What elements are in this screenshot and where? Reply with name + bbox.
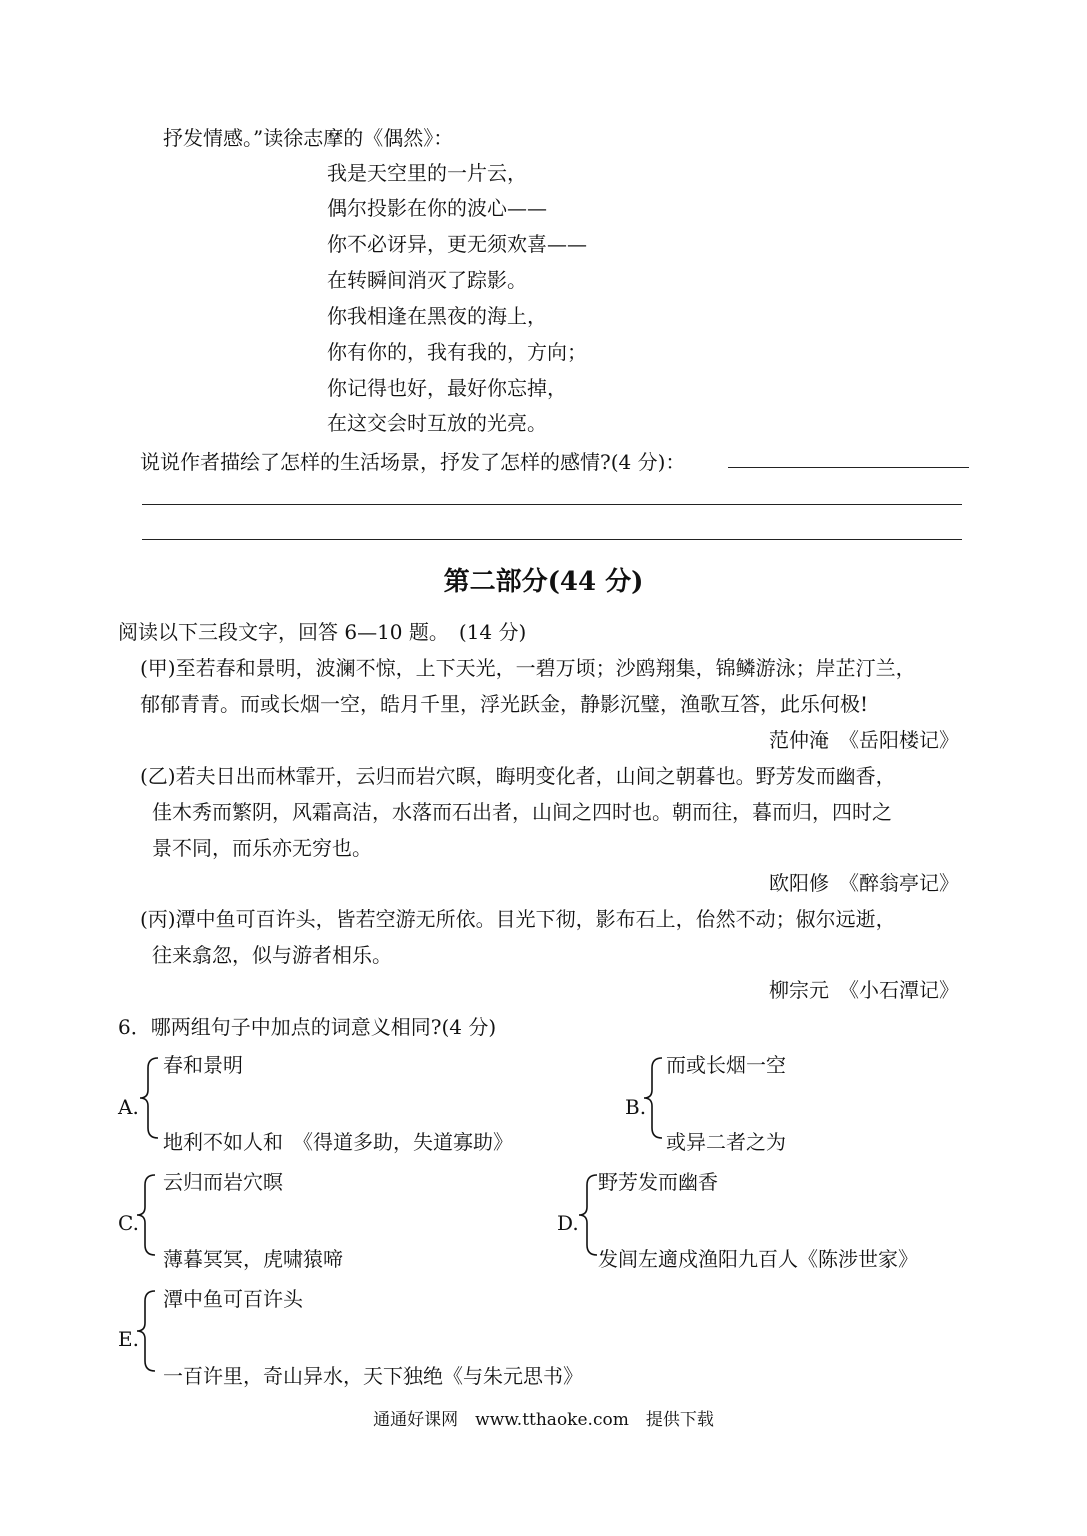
option-label: E. [118, 1327, 139, 1351]
intro-line: 抒发情感。”读徐志摩的《偶然》： [163, 126, 454, 150]
passage-jia-line: 郁郁青青。而或长烟一空，皓月千里，浮光跃金，静影沉璧，渔歌互答，此乐何极! [140, 692, 869, 716]
passage-yi-line: 佳木秀而繁阴，风霜高洁，水落而石出者，山间之四时也。朝而往，暮而归，四时之 [152, 800, 892, 824]
passage-bing-line: (丙)潭中鱼可百许头，皆若空游无所依。目光下彻，影布石上，佁然不动；俶尔远逝， [140, 907, 896, 931]
option-top: 云归而岩穴暝 [163, 1170, 283, 1194]
brace-icon [135, 1173, 159, 1257]
answer-line [728, 467, 969, 468]
source-jia: 范仲淹 《岳阳楼记》 [769, 728, 959, 752]
option-label: D. [557, 1211, 579, 1235]
footer: 通通好课网 www.tthaoke.com 提供下载 [373, 1410, 714, 1430]
brace-icon [135, 1289, 159, 1373]
answer-line [142, 539, 962, 540]
option-bottom: 发闾左適戍渔阳九百人《陈涉世家》 [598, 1247, 918, 1271]
option-bottom: 一百许里，奇山异水，天下独绝《与朱元思书》 [163, 1364, 583, 1388]
option-top: 而或长烟一空 [666, 1053, 786, 1077]
option-label: A. [118, 1095, 139, 1119]
passage-jia-line: (甲)至若春和景明，波澜不惊，上下天光，一碧万顷；沙鸥翔集，锦鳞游泳；岸芷汀兰， [140, 656, 916, 680]
option-top: 野芳发而幽香 [598, 1170, 718, 1194]
poem-line: 你我相逢在黑夜的海上， [327, 304, 547, 328]
brace-icon [642, 1056, 666, 1140]
source-yi: 欧阳修 《醉翁亭记》 [769, 871, 959, 895]
reading-intro: 阅读以下三段文字，回答 6—10 题。 (14 分) [118, 620, 527, 644]
answer-line [142, 504, 962, 505]
poem-line: 偶尔投影在你的波心—— [327, 196, 547, 220]
brace-icon [138, 1056, 162, 1140]
source-bing: 柳宗元 《小石潭记》 [769, 978, 959, 1002]
passage-yi-line: 景不同，而乐亦无穷也。 [152, 836, 372, 860]
question-6: 6．哪两组句子中加点的词意义相同?(4 分) [118, 1015, 497, 1039]
poem-line: 在转瞬间消灭了踪影。 [327, 268, 527, 292]
passage-bing-line: 往来翕忽，似与游者相乐。 [152, 943, 392, 967]
poem-line: 在这交会时互放的光亮。 [327, 411, 547, 435]
part-title: 第二部分(44 分) [443, 567, 644, 597]
option-label: B. [625, 1095, 647, 1119]
poem-line: 你记得也好，最好你忘掉， [327, 376, 567, 400]
poem-line: 你有你的，我有我的，方向； [327, 340, 587, 364]
option-top: 潭中鱼可百许头 [163, 1287, 303, 1311]
option-bottom: 地利不如人和 《得道多助，失道寡助》 [163, 1130, 513, 1154]
option-bottom: 薄暮冥冥，虎啸猿啼 [163, 1247, 343, 1271]
passage-yi-line: (乙)若夫日出而林霏开，云归而岩穴暝，晦明变化者，山间之朝暮也。野芳发而幽香， [140, 764, 896, 788]
poem-line: 我是天空里的一片云， [327, 161, 527, 185]
option-top: 春和景明 [163, 1053, 243, 1077]
option-bottom: 或异二者之为 [666, 1130, 786, 1154]
question-5: 说说作者描绘了怎样的生活场景，抒发了怎样的感情?(4 分)： [140, 450, 686, 474]
option-label: C. [118, 1211, 139, 1235]
poem-line: 你不必讶异，更无须欢喜—— [327, 232, 587, 256]
